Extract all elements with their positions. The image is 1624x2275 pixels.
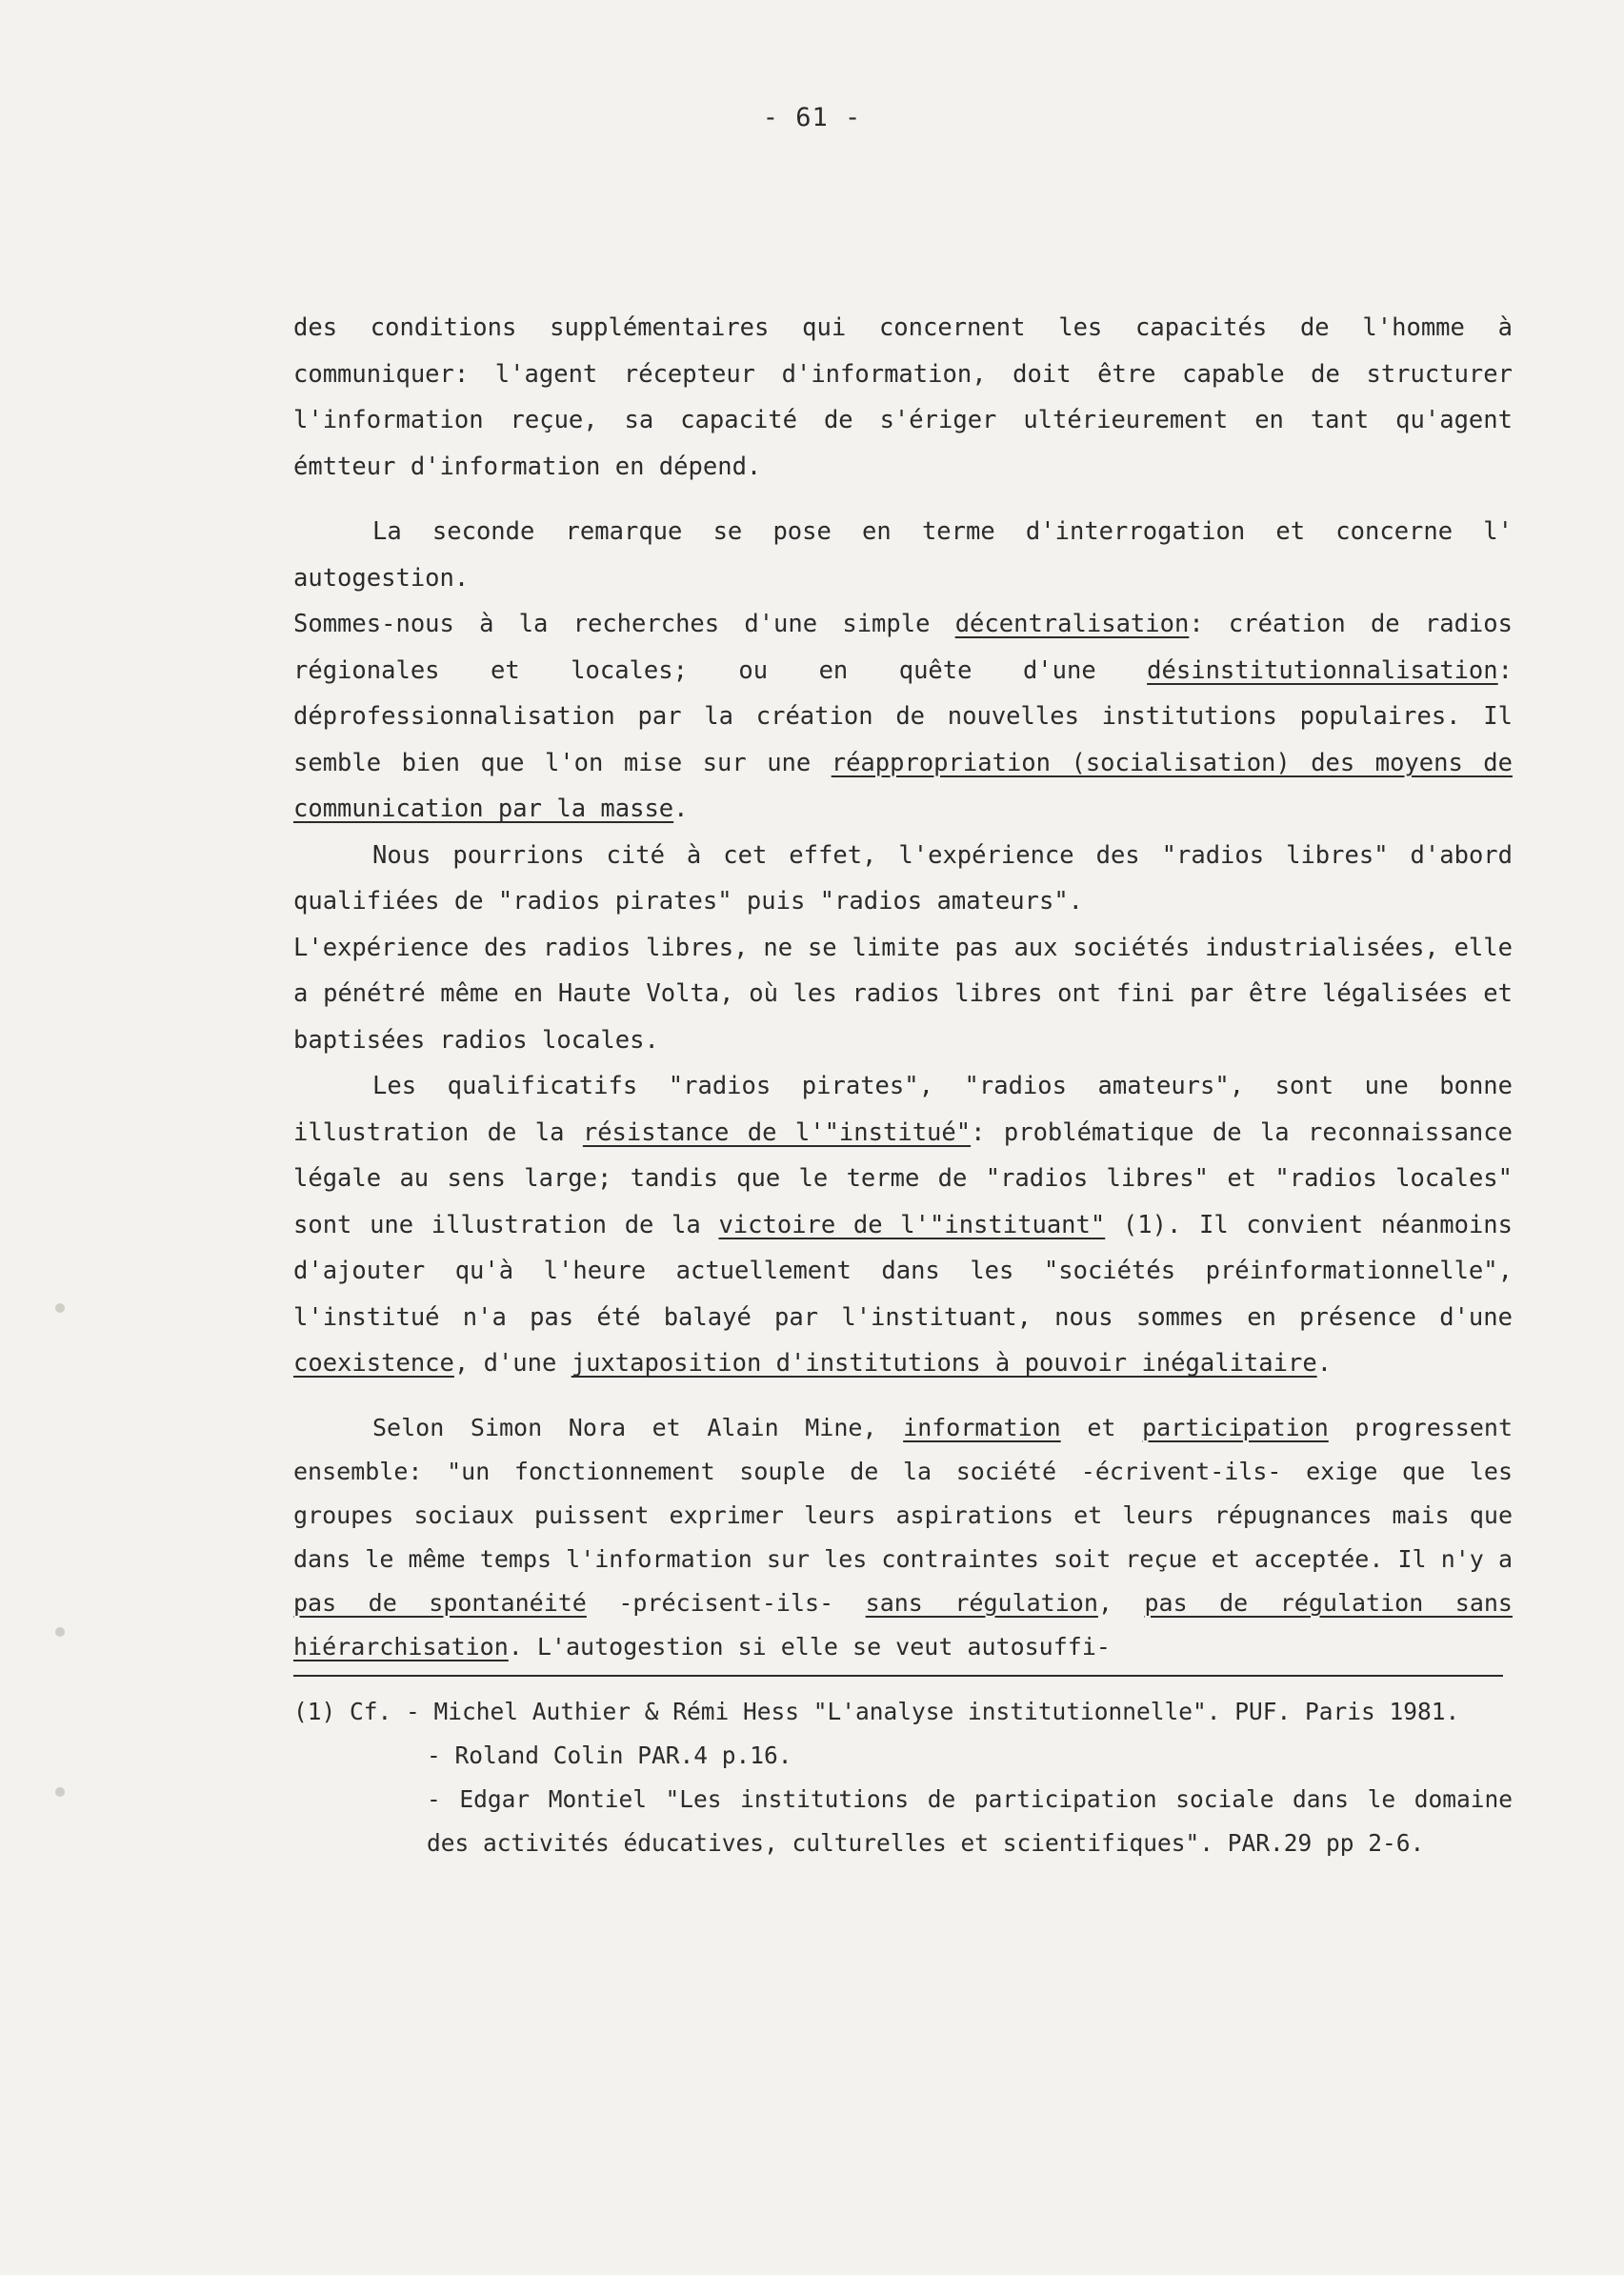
paragraph-2: La seconde remarque se pose en terme d'interrogation et concerne l' autogestion. <box>293 517 1513 593</box>
punch-hole <box>55 1303 65 1313</box>
underlined-term: information <box>903 1413 1061 1441</box>
underlined-term: juxtaposition d'institutions à pouvoir inégalitaire <box>571 1349 1317 1378</box>
punch-hole <box>55 1627 65 1637</box>
footnote-1-ref-3: - Edgar Montiel "Les institutions de participation sociale dans le domaine des activités éducatives, culturelles et scientifiques". PAR.29 pp 2-6. <box>427 1784 1513 1857</box>
punch-hole <box>55 1787 65 1797</box>
paragraph-3: Sommes-nous à la recherches d'une simple décentralisation: création de radios régionales et locales; ou en quête d'une désinstitutionnalisation: déprofessionnalisation par la création de nouvelles institutions populaires. Il semble bien que l'on mise sur une réappropriation (socialisation) des moyens de communication par la masse. <box>293 610 1513 823</box>
footnote-1-ref-2: - Roland Colin PAR.4 p.16. <box>427 1741 792 1769</box>
underlined-term: désinstitutionnalisation <box>1147 655 1498 685</box>
underlined-term: victoire de l'"instituant" <box>718 1210 1106 1239</box>
paragraph-5: L'expérience des radios libres, ne se limite pas aux sociétés industrialisées, elle a pénétré même en Haute Volta, où les radios libres ont fini par être légalisées et baptisées radios locales. <box>293 933 1513 1055</box>
underlined-term: réappropriation (socialisation) des moyens de communication par la masse <box>293 748 1513 823</box>
footnote-1: (1) Cf. - Michel Authier & Rémi Hess "L'analyse institutionnelle". PUF. Paris 1981. <box>293 1697 1460 1725</box>
underlined-term: pas de régulation sans hiérarchisation <box>293 1588 1513 1661</box>
underlined-term: sans régulation <box>865 1588 1098 1617</box>
paragraph-1: des conditions supplémentaires qui concernent les capacités de l'homme à communiquer: l'agent récepteur d'information, doit être capable de structurer l'information reçue, sa capacité de s'ériger ultérieurement en tant qu'agent émtteur d'information en dépend. <box>293 313 1513 481</box>
page-number: - 61 - <box>762 103 862 132</box>
underlined-term: résistance de l'"institué" <box>582 1117 972 1147</box>
paragraph-4: Nous pourrions cité à cet effet, l'expérience des "radios libres" d'abord qualifiées de "radios pirates" puis "radios amateurs". <box>293 840 1513 916</box>
underlined-term: décentralisation <box>954 610 1190 638</box>
footnotes <box>293 1690 1513 1865</box>
underlined-term: pas de spontanéité <box>293 1588 587 1617</box>
underlined-term: coexistence <box>293 1349 454 1378</box>
footnote-divider <box>293 1675 1503 1677</box>
main-text <box>293 305 1513 1865</box>
paragraph-6: Les qualificatifs "radios pirates", "radios amateurs", sont une bonne illustration de la résistance de l'"institué": problématique de la reconnaissance légale au sens large; tandis que le terme de "radios libres" et "radios locales" sont une illustration de la victoire de l'"instituant" (1). Il convient néanmoins d'ajouter qu'à l'heure actuellement dans les "sociétés préinformationnelle", l'institué n'a pas été balayé par l'instituant, nous sommes en présence d'une coexistence, d'une juxtaposition d'institutions à pouvoir inégalitaire. <box>293 1072 1513 1378</box>
paragraph-7: Selon Simon Nora et Alain Mine, information et participation progressent ensemble: "un fonctionnement souple de la société -écrivent-ils- exige que les groupes sociaux puissent exprimer leurs aspirations et leurs répugnances mais que dans le même temps l'information sur les contraintes soit reçue et acceptée. Il n'y a pas de spontanéité -précisent-ils- sans régulation, pas de régulation sans hiérarchisation. L'autogestion si elle se veut autosuffi- <box>293 1413 1513 1661</box>
underlined-term: participation <box>1142 1413 1329 1441</box>
